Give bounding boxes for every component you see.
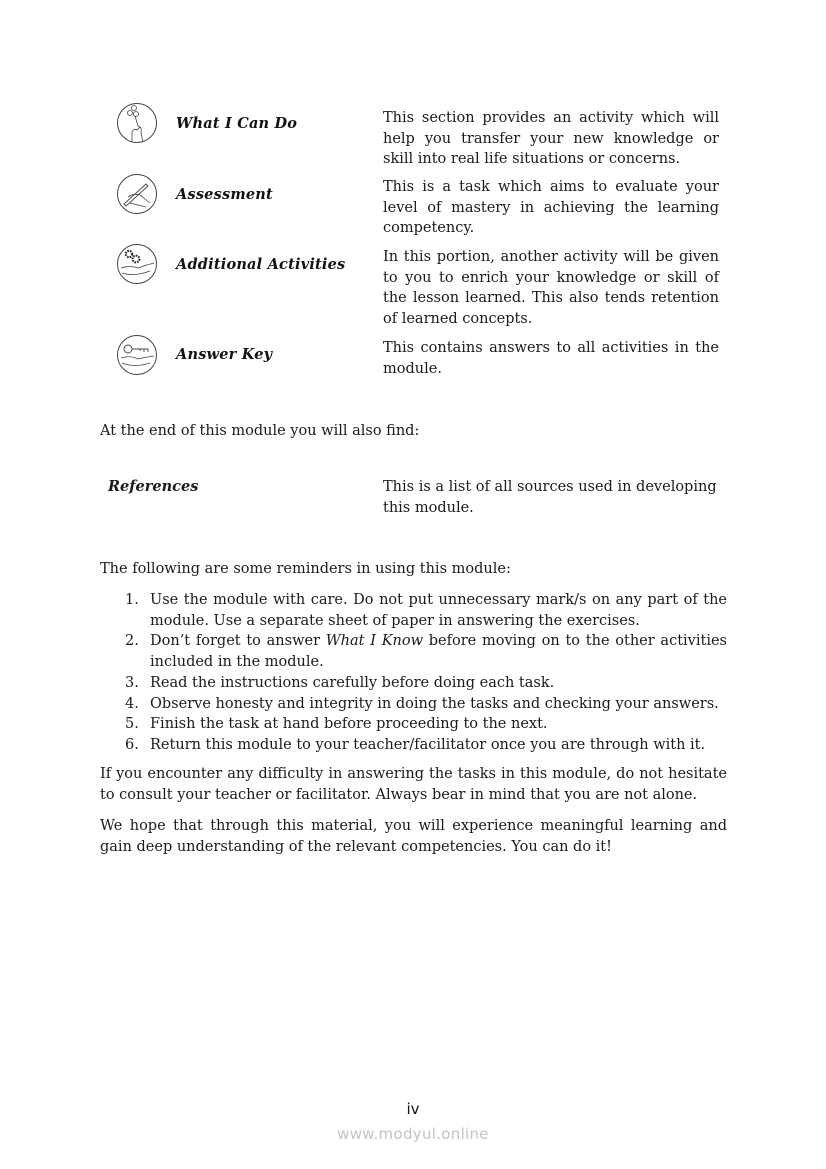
section-description: This contains answers to all activities in the module. <box>383 340 719 377</box>
key-hand-icon <box>116 334 158 376</box>
end-of-module-intro: At the end of this module you will also find: <box>100 423 420 439</box>
section-description: This section provides an activity which will help you transfer your new knowledge or skill into real life situations or concerns. <box>383 110 719 168</box>
difficulty-paragraph: If you encounter any difficulty in answering the tasks in this module, do not hesitate to consult your teacher or facilitator. Always bear in mind that you are not alone. <box>100 766 727 803</box>
reminder-item: 4. Observe honesty and integrity in doing the tasks and checking your answers. <box>125 695 719 712</box>
section-label: Additional Activities <box>176 256 346 273</box>
what-i-know-reference: What I Know <box>325 633 424 650</box>
reminder-item: 6. Return this module to your teacher/facilitator once you are through with it. <box>125 736 706 753</box>
section-label: Assessment <box>176 186 273 203</box>
reminder-item: 2. Don’t forget to answer What I Know before moving on to the other activities included in the module. <box>125 633 727 671</box>
reminder-item: 1. Use the module with care. Do not put unnecessary mark/s on any part of the module. Use a separate sheet of paper in answering the exercises. <box>125 592 727 629</box>
watermark-url: www.modyul.online <box>337 1125 489 1143</box>
section-label: What I Can Do <box>176 115 298 132</box>
reminder-item: 3. Read the instructions carefully before doing each task. <box>125 674 555 691</box>
reminder-item: 5. Finish the task at hand before proceeding to the next. <box>125 716 548 733</box>
gears-hand-icon <box>116 243 158 285</box>
reminders-list <box>100 590 727 756</box>
references-label: References <box>108 478 199 495</box>
section-description: In this portion, another activity will be given to you to enrich your knowledge or skill of the lesson learned. This also tends retention of learned concepts. <box>383 249 719 328</box>
page-number: iv <box>406 1100 420 1118</box>
references-description: This is a list of all sources used in developing this module. <box>383 479 717 516</box>
reminders-intro: The following are some reminders in using this module: <box>100 561 511 577</box>
section-label: Answer Key <box>176 346 273 363</box>
flower-hand-icon <box>116 102 158 144</box>
pen-hand-icon <box>116 173 158 215</box>
section-description: This is a task which aims to evaluate your level of mastery in achieving the learning competency. <box>383 179 719 237</box>
closing-paragraph: We hope that through this material, you will experience meaningful learning and gain deep understanding of the relevant competencies. You can do it! <box>100 818 727 855</box>
